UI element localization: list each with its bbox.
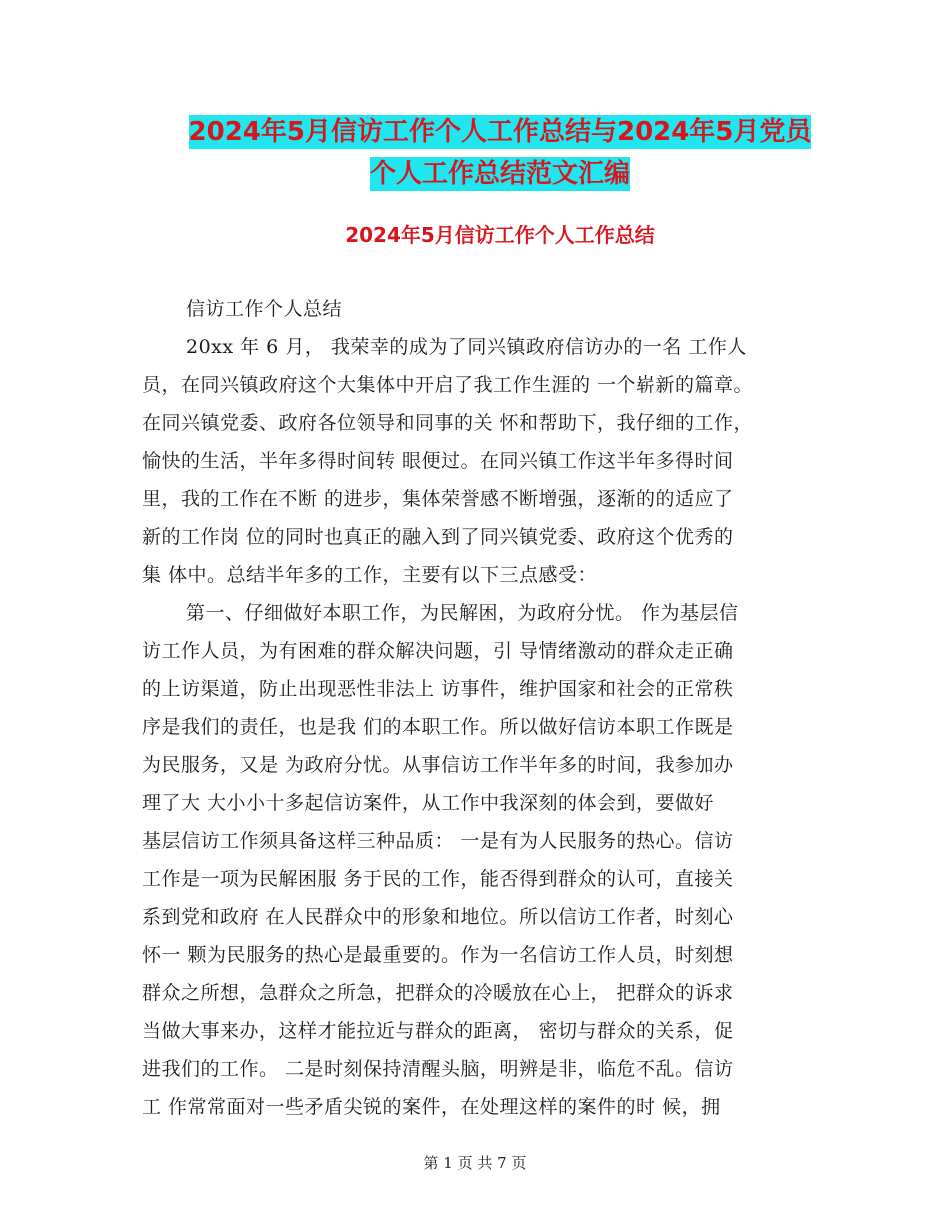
text-line: 系到党和政府 在人民群众中的形象和地位。所以信访工作者，时刻心 [142,906,734,928]
text-line: 群众之所想，急群众之所急，把群众的冷暖放在心上， 把群众的诉求 [142,982,734,1004]
text-line: 愉快的生活，半年多得时间转 眼便过。在同兴镇工作这半年多得时间 [142,450,734,472]
text-line: 信访工作个人总结 [186,298,343,320]
document-title-line-2: 个人工作总结范文汇编 [369,159,630,189]
text-line: 员，在同兴镇政府这个大集体中开启了我工作生涯的 一个崭新的篇章。 [142,374,754,396]
text-line: 访工作人员，为有困难的群众解决问题，引 导情绪激动的群众走正确 [142,640,734,662]
text-line: 怀一 颗为民服务的热心是最重要的。作为一名信访工作人员，时刻想 [142,944,734,966]
text-line: 集 体中。总结半年多的工作，主要有以下三点感受： [142,564,598,586]
section-title: 2024年5月信访工作个人工作总结 [345,223,655,247]
text-line: 工作是一项为民解困服 务于民的工作，能否得到群众的认可，直接关 [142,868,734,890]
text-line: 的上访渠道，防止出现恶性非法上 访事件，维护国家和社会的正常秩 [142,678,734,700]
page-footer: 第 1 页 共 7 页 [423,1154,527,1172]
text-line: 新的工作岗 位的同时也真正的融入到了同兴镇党委、政府这个优秀的 [142,526,734,548]
text-line: 基层信访工作须具备这样三种品质： 一是有为人民服务的热心。信访 [142,830,734,852]
text-line: 进我们的工作。 二是时刻保持清醒头脑，明辨是非，临危不乱。信访 [142,1058,734,1080]
text-line: 第一、仔细做好本职工作，为民解困，为政府分忧。 作为基层信 [186,602,739,624]
text-line: 里，我的工作在不断 的进步，集体荣誉感不断增强，逐渐的的适应了 [142,488,734,510]
text-line: 为民服务，又是 为政府分忧。从事信访工作半年多的时间，我参加办 [142,754,734,776]
text-line: 在同兴镇党委、政府各位领导和同事的关 怀和帮助下，我仔细的工作， [142,412,754,434]
document-title-line-1: 2024年5月信访工作个人工作总结与2024年5月党员 [188,117,812,147]
text-line: 20xx 年 6 月， 我荣幸的成为了同兴镇政府信访办的一名 工作人 [186,336,747,358]
text-line: 理了大 大小小十多起信访案件，从工作中我深刻的体会到，要做好 [142,792,715,814]
text-line: 当做大事来办，这样才能拉近与群众的距离， 密切与群众的关系，促 [142,1020,734,1042]
text-line: 序是我们的责任，也是我 们的本职工作。所以做好信访本职工作既是 [142,716,734,738]
text-line: 工 作常常面对一些矛盾尖锐的案件，在处理这样的案件的时 候，拥 [142,1096,721,1118]
